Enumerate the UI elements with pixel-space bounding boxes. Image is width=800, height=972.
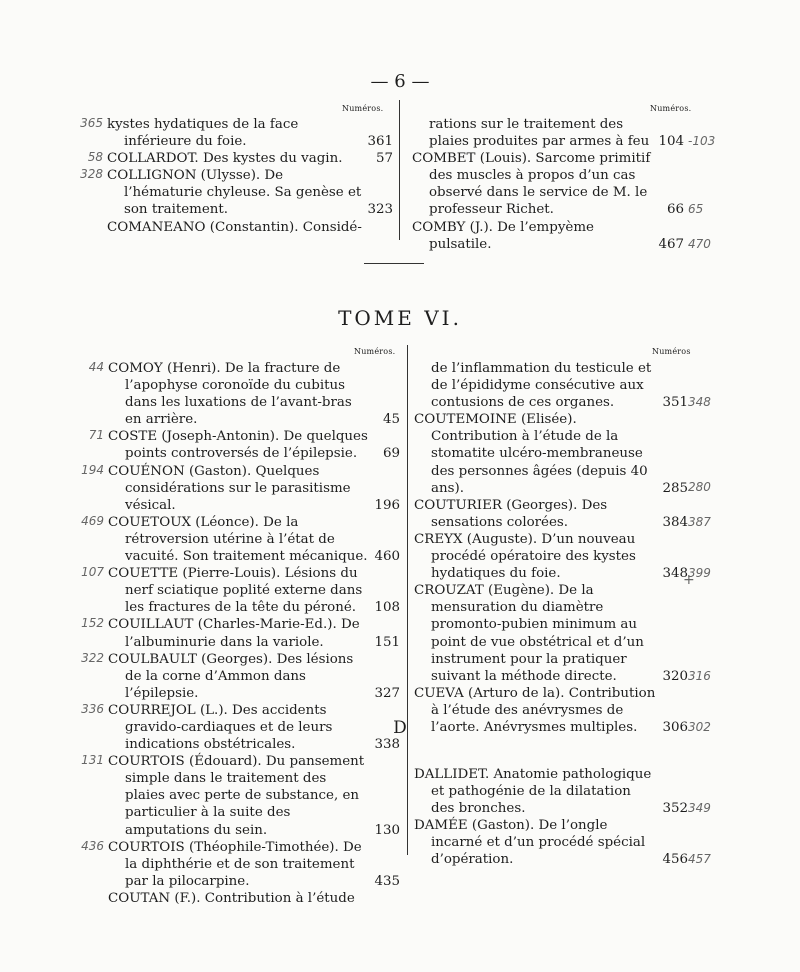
entry-text: COUÉNON (Gaston). Quelques considérations sur le parasitisme vésical. (108, 463, 351, 513)
index-entry (108, 514, 400, 565)
entry-number: 323 (367, 202, 393, 218)
index-entry (108, 890, 400, 907)
entry-number: 66 (666, 202, 684, 218)
handwritten-annotation: 280 (688, 480, 711, 494)
column-header-left-2: Numéros. (354, 347, 396, 356)
index-entry (414, 411, 688, 496)
entry-number: 338 (374, 737, 400, 753)
index-entry (108, 651, 400, 702)
index-entry (108, 616, 400, 650)
entry-number: 104 (658, 134, 684, 150)
entry-number: 130 (374, 822, 400, 838)
handwritten-annotation: 194 (81, 463, 104, 477)
column-header-left: Numéros. (342, 104, 384, 113)
entry-number: 348 (662, 566, 688, 582)
index-entry (107, 167, 393, 218)
entry-text: CROUZAT (Eugène). De la mensuration du diamètre promonto-pubien minimum au point de vue obstétrical et d’un instrument pour la pratiquer suivant la méthode directe. (414, 583, 644, 684)
column-header-right-2: Numéros (652, 347, 691, 356)
index-entry (414, 360, 688, 411)
entry-text: COSTE (Joseph-Antonin). De quelques points controversés de l’épilepsie. (108, 429, 368, 462)
handwritten-annotation: 71 (88, 428, 104, 442)
handwritten-annotation: 328 (80, 167, 103, 181)
index-entry (412, 116, 684, 150)
entry-text: CUEVA (Arturo de la). Contribution à l’étude des anévrysmes de l’aorte. Anévrysmes multiples. (414, 685, 656, 735)
margin-mark: + (683, 572, 695, 588)
entry-number: 151 (374, 634, 400, 650)
handwritten-annotation: 65 (688, 202, 704, 216)
tome-title: TOME VI. (338, 306, 462, 330)
entry-number: 57 (375, 151, 393, 167)
index-entry (108, 753, 400, 838)
handwritten-annotation: 399 (688, 566, 711, 580)
entry-text: COMOY (Henri). De la fracture de l’apophyse coronoïde du cubitus dans les luxations de l’avant-bras en arrière. (108, 361, 352, 428)
handwritten-annotation: 349 (688, 801, 711, 815)
entry-text: CREYX (Auguste). D’un nouveau procédé opératoire des kystes hydatiques du foie. (414, 531, 636, 582)
entry-text: COLLIGNON (Ulysse). De l’hématurie chyleuse. Sa genèse et son traitement. (107, 168, 362, 218)
entry-number: 306 (662, 719, 688, 735)
entry-text: COURREJOL (L.). Des accidents gravido-cardiaques et de leurs indications obstétricales. (108, 702, 333, 753)
index-entry (108, 839, 400, 890)
entry-text: COUTAN (F.). Contribution à l’étude (108, 890, 355, 906)
index-entry (414, 766, 688, 817)
index-entry (108, 565, 400, 616)
entry-number: 108 (374, 600, 400, 616)
handwritten-annotation: 107 (81, 565, 104, 579)
handwritten-annotation: 316 (688, 669, 711, 683)
index-entry (108, 428, 400, 462)
index-entry (107, 116, 393, 150)
entry-text: DALLIDET. Anatomie pathologique et pathogénie de la dilatation des bronches. (414, 767, 652, 817)
handwritten-annotation: 469 (81, 514, 104, 528)
index-entry (107, 219, 393, 236)
index-entry (414, 497, 688, 531)
entry-number: 384 (662, 514, 688, 530)
entry-text: rations sur le traitement des plaies produites par armes à feu (429, 117, 650, 150)
entry-text: COMBY (J.). De l’empyème pulsatile. (412, 219, 594, 252)
page-number: — 6 — (370, 71, 430, 92)
column-divider-bottom (407, 345, 408, 855)
entry-number: 352 (662, 801, 688, 817)
entry-number: 327 (374, 685, 400, 701)
entry-number: 285 (662, 480, 688, 496)
top-left-column (107, 116, 393, 236)
section-letter-d: D (393, 718, 407, 738)
entry-text: COUETTE (Pierre-Louis). Lésions du nerf sciatique poplité externe dans les fractures de la tête du péroné. (108, 566, 363, 616)
handwritten-annotation: -103 (688, 134, 716, 148)
index-entry (412, 219, 684, 253)
index-entry (414, 817, 688, 868)
index-entry (414, 582, 688, 685)
entry-number: 320 (662, 668, 688, 684)
entry-number: 456 (662, 852, 688, 868)
handwritten-annotation: 322 (81, 651, 104, 665)
index-entry (414, 531, 688, 582)
entry-text: COUETOUX (Léonce). De la rétroversion utérine à l’état de vacuité. Son traitement mécanique. (108, 514, 368, 565)
entry-text: COUTURIER (Georges). Des sensations colorées. (414, 497, 608, 530)
handwritten-annotation: 387 (688, 515, 711, 529)
column-divider-top (399, 100, 400, 240)
index-entry (108, 702, 400, 753)
entry-number: 351 (662, 395, 688, 411)
entry-number: 467 (658, 236, 684, 252)
entry-number: 45 (382, 412, 400, 428)
handwritten-annotation: 131 (81, 753, 104, 767)
entry-number: 196 (374, 497, 400, 513)
index-entry (412, 150, 684, 218)
section-rule (364, 263, 424, 264)
entry-number: 435 (374, 873, 400, 889)
entry-text: COMANEANO (Constantin). Considé- (107, 219, 362, 235)
handwritten-annotation: 365 (80, 116, 103, 130)
index-entry (107, 150, 393, 167)
entry-text: kystes hydatiques de la face inférieure du foie. (107, 117, 299, 150)
entry-text: COUTEMOINE (Elisée). Contribution à l’étude de la stomatite ulcéro-membraneuse des personnes âgées (depuis 40 ans). (414, 412, 648, 496)
handwritten-annotation: 152 (81, 616, 104, 630)
entry-number: 460 (374, 549, 400, 565)
index-entry (108, 360, 400, 428)
column-header-right: Numéros. (650, 104, 692, 113)
entry-text: COULBAULT (Georges). Des lésions de la corne d’Ammon dans l’épilepsie. (108, 651, 354, 701)
handwritten-annotation: 457 (688, 852, 711, 866)
handwritten-annotation: 348 (688, 395, 711, 409)
handwritten-annotation: 436 (81, 839, 104, 853)
entry-number: 69 (382, 446, 400, 462)
entry-text: COURTOIS (Théophile-Timothée). De la diphthérie et de son traitement par la pilocarpine. (108, 839, 362, 889)
entry-text: COUILLAUT (Charles-Marie-Ed.). De l’albuminurie dans la variole. (108, 617, 360, 650)
handwritten-annotation: 302 (688, 720, 711, 734)
entry-number: 361 (367, 134, 393, 150)
index-entry (108, 463, 400, 514)
entry-text: COLLARDOT. Des kystes du vagin. (107, 151, 343, 167)
handwritten-annotation: 336 (81, 702, 104, 716)
index-entry (414, 685, 688, 736)
bottom-left-column (108, 360, 400, 907)
bottom-right-d-column (414, 766, 688, 869)
handwritten-annotation: 58 (87, 150, 103, 164)
top-right-column (412, 116, 684, 253)
entry-text: COURTOIS (Édouard). Du pansement simple dans le traitement des plaies avec perte de substance, en particulier à la suite des amputations du sein. (108, 754, 365, 838)
handwritten-annotation: 44 (88, 360, 104, 374)
bottom-right-column (414, 360, 688, 736)
entry-text: de l’inflammation du testicule et de l’épididyme consécutive aux contusions de ces organes. (431, 361, 652, 411)
entry-text: DAMÉE (Gaston). De l’ongle incarné et d’un procédé spécial d’opération. (414, 818, 646, 868)
handwritten-annotation: 470 (688, 237, 711, 251)
entry-text: COMBET (Louis). Sarcome primitif des muscles à propos d’un cas observé dans le service de M. le professeur Richet. (412, 151, 651, 218)
